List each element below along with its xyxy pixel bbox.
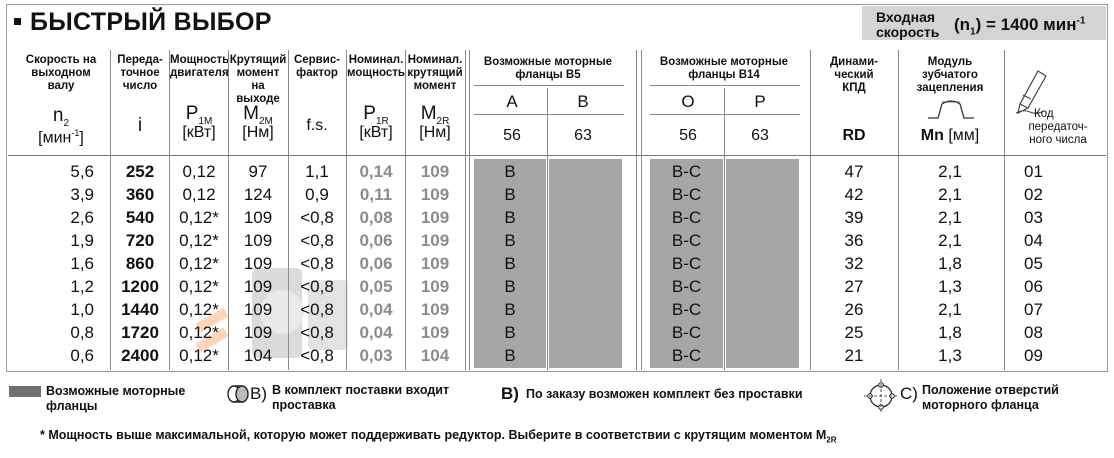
cell-code: 08 [1024,323,1043,342]
col-sep [465,50,466,370]
cell-p1m: 0,12* [179,323,219,342]
cell-rd: 42 [844,185,864,204]
cell-b5: B [504,300,516,319]
cell-p1m: 0,12* [179,300,219,319]
cell-rd: 32 [844,254,864,273]
cell-mn: 2,1 [938,231,962,250]
cell-mn: 1,8 [938,323,962,342]
b5-col-b-letter: B [577,92,589,111]
b5-col-a-letter: A [506,92,518,111]
col-n2-header: Скорость на выходном валу [25,54,97,92]
cell-rd: 39 [844,208,864,227]
cell-p1r: 0,14 [359,162,393,181]
legend-spacer-mark: B) [250,384,267,403]
cell-i: 252 [125,162,155,181]
col-sep [1004,50,1005,370]
cell-i: 1720 [121,323,159,342]
cell-n2: 5,6 [70,162,94,181]
col-sep [810,50,811,370]
cell-b14: B-C [671,185,702,204]
col-m2r-unit: [Нм] [419,124,451,141]
cell-b14: B-C [671,323,702,342]
col-m2r-header: Номинал. крутящий момент [407,54,463,92]
cell-b5: B [504,231,516,250]
cell-rd: 27 [844,277,864,296]
b14-col-p-letter: P [754,92,766,111]
legend-spacer-text: В комплект поставки входит проставка [272,383,450,412]
input-speed-label-1: Входная [876,9,936,25]
legend-holes-mark: C) [900,384,918,403]
col-p1m-symbol: $P_{1M}$ [185,103,213,127]
cell-fs: <0,8 [300,277,334,296]
cell-n2: 0,6 [70,346,94,365]
cell-n2: 1,0 [70,300,94,319]
footnote: * Мощность выше максимальной, которую может поддерживать редуктор. Выберите в соответствии с крутящим моментом $M_{2R}$ [40,428,837,445]
b14-col-o-letter: O [681,92,695,111]
col-rd-symbol: RD [842,127,866,144]
cell-rd: 47 [844,162,864,181]
cell-fs: <0,8 [300,346,334,365]
cell-b14: B-C [671,208,702,227]
cell-fs: <0,8 [300,231,334,250]
cell-p1r: 0,05 [359,277,393,296]
cell-b14: B-C [671,254,702,273]
cell-code: 04 [1024,231,1043,250]
cell-b5: B [504,162,516,181]
cell-m2r: 109 [420,162,450,181]
cell-i: 860 [125,254,155,273]
cell-rd: 21 [844,346,864,365]
cell-mn: 2,1 [938,162,962,181]
b14-header-divider [650,85,800,86]
cell-m2r: 104 [420,346,450,365]
flange-holes-icon [862,378,900,414]
cell-m2r: 109 [420,300,450,319]
cell-code: 02 [1024,185,1043,204]
col-p1r-symbol: $P_{1R}$ [363,103,389,127]
cell-rd: 25 [844,323,864,342]
cell-p1m: 0,12* [179,277,219,296]
col-m2m-unit: [Нм] [242,124,274,141]
b14-col-p-size: 63 [751,127,769,144]
cell-p1m: 0,12 [182,162,216,181]
cell-m2r: 109 [420,208,450,227]
cell-b14: B-C [671,277,702,296]
col-n2-unit: [мин$^{-1}$] [38,128,84,147]
cell-m2r: 109 [420,254,450,273]
cell-fs: <0,8 [300,208,334,227]
cell-i: 2400 [121,346,159,365]
cell-fs: 1,1 [305,162,329,181]
b5-letter-divider [474,114,624,115]
cell-fs: <0,8 [300,300,334,319]
cell-i: 360 [125,185,155,204]
col-p1m-header: Мощность двигателя [170,54,230,79]
b5-col-b-size: 63 [574,127,592,144]
cell-m2r: 109 [420,277,450,296]
cell-fs: <0,8 [300,254,334,273]
cell-n2: 1,2 [70,277,94,296]
cell-p1r: 0,03 [359,346,393,365]
col-sep [724,88,725,370]
cell-b5: B [504,208,516,227]
input-speed-value: $(n_1) = 1400$ мин$^{-1}$ [954,15,1086,38]
cell-p1m: 0,12* [179,254,219,273]
col-sep [636,50,637,370]
cell-rd: 26 [844,300,864,319]
col-m2r-symbol: $M_{2R}$ [420,103,450,127]
cell-p1m: 0,12 [182,185,216,204]
cell-fs: 0,9 [305,185,329,204]
legend-order-mark: B) [501,384,519,403]
cell-b14: B-C [671,300,702,319]
cell-m2m: 109 [243,231,273,250]
cell-m2r: 109 [420,185,450,204]
legend-flanges-text: Возможные моторные фланцы [46,384,186,413]
cell-code: 06 [1024,277,1043,296]
cell-m2m: 109 [243,300,273,319]
cell-mn: 1,8 [938,254,962,273]
cell-p1r: 0,06 [359,254,393,273]
cell-rd: 36 [844,231,864,250]
cell-b5: B [504,323,516,342]
cell-p1r: 0,08 [359,208,393,227]
input-speed-label-2: скорость [876,24,940,40]
cell-p1r: 0,06 [359,231,393,250]
cell-n2: 2,6 [70,208,94,227]
cell-code: 03 [1024,208,1043,227]
b5-header-divider [474,85,624,86]
cell-p1m: 0,12* [179,231,219,250]
cell-b5: B [504,346,516,365]
cell-b14: B-C [671,162,702,181]
cell-b5: B [504,254,516,273]
cell-m2m: 109 [243,277,273,296]
cell-b14: B-C [671,346,702,365]
col-sep [547,88,548,370]
b5-b-flange-block [549,159,622,368]
cell-b5: B [504,185,516,204]
cell-b5: B [504,277,516,296]
cell-b14: B-C [671,231,702,250]
cell-p1m: 0,12* [179,208,219,227]
bullet-square-icon [14,18,21,25]
col-sep [898,50,899,370]
flange-legend-swatch [9,386,41,397]
page-title: БЫСТРЫЙ ВЫБОР [14,8,272,37]
header-bottom-rule [8,155,1106,156]
col-fs-symbol: f.s. [306,117,328,134]
b5-col-a-size: 56 [503,127,521,144]
cell-mn: 2,1 [938,300,962,319]
cell-code: 09 [1024,346,1043,365]
col-i-symbol: i [137,115,143,136]
cell-i: 1200 [121,277,159,296]
cell-mn: 2,1 [938,208,962,227]
col-p1m-unit: [кВт] [182,124,216,141]
cell-n2: 0,8 [70,323,94,342]
col-mn-header: Модуль зубчатого зацепления [916,56,984,94]
legend-holes-text: Положение отверстий моторного фланца [922,383,1059,412]
cell-i: 1440 [121,300,159,319]
cell-m2m: 109 [243,254,273,273]
cell-m2m: 124 [243,185,273,204]
cell-m2m: 104 [243,346,273,365]
col-mn-symbol: Mn [мм] [920,127,980,144]
cell-n2: 3,9 [70,185,94,204]
col-p1r-header: Номинал. мощность [347,54,405,79]
legend-order-text: По заказу возможен комплект без проставки [526,387,803,401]
cell-code: 01 [1024,162,1043,181]
col-code-header: Код передаточ- ного числа [1028,108,1088,146]
col-m2m-header: Крутящий момент на выходе [229,54,287,105]
cell-fs: <0,8 [300,323,334,342]
col-p1r-unit: [кВт] [359,124,393,141]
input-speed-box [862,6,1106,40]
spacer-ring-icon [226,384,250,404]
cell-m2r: 109 [420,323,450,342]
col-i-header: Переда- точное число [117,54,163,92]
cell-n2: 1,9 [70,231,94,250]
cell-mn: 2,1 [938,185,962,204]
col-sep [469,50,470,370]
cell-mn: 1,3 [938,346,962,365]
col-b14-header: Возможные моторные фланцы B14 [659,56,789,81]
b14-p-flange-block [726,159,799,368]
cell-p1r: 0,11 [359,185,393,204]
cell-m2m: 97 [248,162,268,181]
cell-code: 07 [1024,300,1043,319]
cell-mn: 1,3 [938,277,962,296]
b14-col-o-size: 56 [679,127,697,144]
col-rd-header: Динами- ческий КПД [829,56,878,94]
cell-m2r: 109 [420,231,450,250]
col-b5-header: Возможные моторные фланцы B5 [483,56,613,81]
cell-i: 540 [125,208,155,227]
cell-code: 05 [1024,254,1043,273]
cell-m2m: 109 [243,208,273,227]
cell-p1r: 0,04 [359,300,393,319]
cell-m2m: 109 [243,323,273,342]
cell-p1m: 0,12* [179,346,219,365]
col-n2-symbol: $n_2$ [52,105,70,129]
col-fs-header: Сервис- фактор [293,54,341,79]
col-sep [641,50,642,370]
cell-i: 720 [125,231,155,250]
cell-n2: 1,6 [70,254,94,273]
col-m2m-symbol: $M_{2M}$ [243,103,273,127]
b14-letter-divider [650,114,800,115]
gear-tooth-icon [926,98,976,120]
cell-p1r: 0,04 [359,323,393,342]
